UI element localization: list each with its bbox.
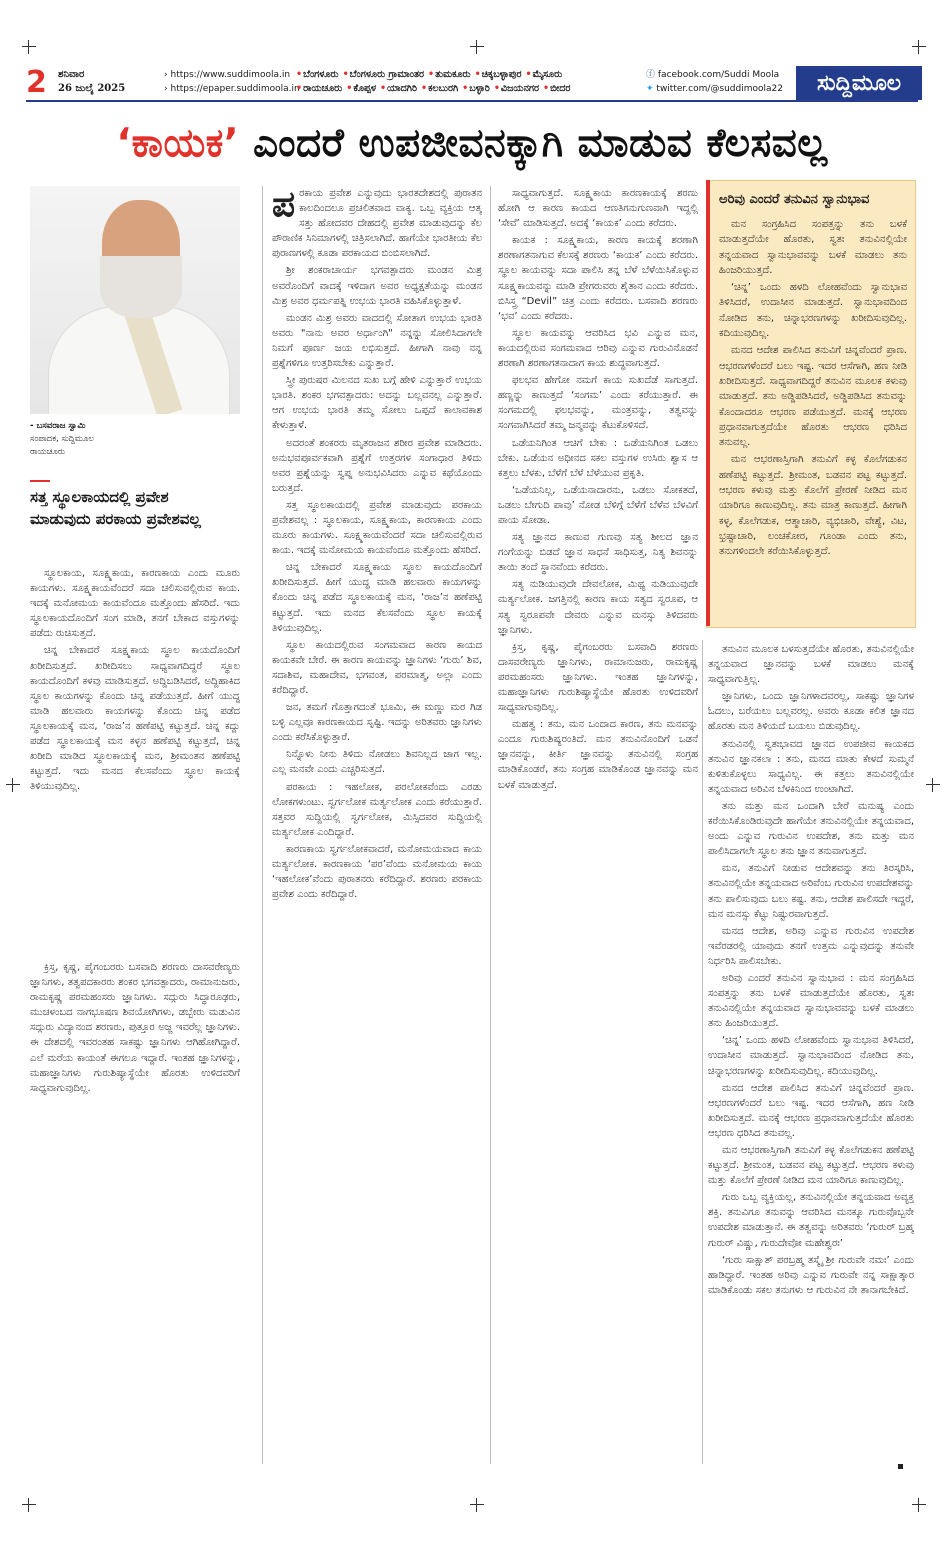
city-link[interactable]: • ಚಿಕ್ಕಬಳ್ಳಾಪುರ xyxy=(475,69,522,80)
article-paragraph: ಫಲಭವ ಹೇಗೋ ನಮಗೆ ಕಾಯ ಸುಖದೆಡೆ ಸಾಗುತ್ತದೆ. ಹಣ್ಣನ್ನು ಕಾಣುತ್ತದೆ ‘ಸಂಗಮ’ ಎಂದು ಕರೆಯುತ್ತಾರೆ. ಈ ಸಂಗಮದಲ್ಲಿ ಫಲಭವನ್ನು, ಮಂತ್ರವನ್ನು, ತತ್ವವನ್ನು ಸಂಗವಾಗಿಸಿದರೆ ತಮ್ಮ ಜನ್ಮವನ್ನು ಕೆಟುಕೊಳಿಸದೆ. xyxy=(498,375,698,432)
facebook-icon: ⓕ xyxy=(646,70,656,80)
article-column-3 xyxy=(498,186,698,1464)
article-paragraph: ಚಿನ್ನ ಬೇಕಾದರೆ ಸೂಕ್ಷ್ಮಕಾಯ ಸ್ಥೂಲ ಕಾಯದೊಂದಿಗೆ ಖರೀದಿಸುತ್ತದೆ. ಖರೀದಿಸಲು ಸಾಧ್ಯವಾಗದಿದ್ದರೆ ಸ್ಥೂಲ ಕಾಯದೊಂದಿಗೆ ಕಳವು ಮಾಡಿಸುತ್ತದೆ. ಅದ್ದಿಬಡಿಸಿದರೆ, ಅದ್ದಿಹಾಕಿದ ಸ್ಥೂಲ ಕಾಯಗಳನ್ನು ಕೊಂದು ಚಿನ್ನ ಪಡೆಯುತ್ತದೆ. ಹೀಗೆ ಯುದ್ಧ ಮಾಡಿ ಹಲವಾರು ಕಾಯಗಳನ್ನು ಕೊಂದು ಚಿನ್ನ ಪಡೆದ ಸ್ಥೂಲಕಾಯಕ್ಕೆ ಮನ, ‘ರಾಜ’ನ ಹಣೆಪಟ್ಟಿ ಕಟ್ಟುತ್ತದೆ. ಚಿನ್ನ ಕದ್ದು ಪಡೆದ ಸ್ಥೂಲಕಾಯಕ್ಕೆ ಮನ ಕಳ್ಳನ ಹಣೆಪಟ್ಟಿ ಕಟ್ಟುತ್ತದೆ, ಚಿನ್ನ ಖರೀದಿ ಮಾಡಿದ ಸ್ಥೂಲಕಾಯಕ್ಕೆ ಮನ, ಶ್ರೀಮಂತನ ಹಣೆಪಟ್ಟಿ ಕಟ್ಟುತ್ತದೆ. ಇದು ಮನದ ಕೆಲಸವೆಂದು ಸ್ಥೂಲ ಕಾಯಕ್ಕೆ ತಿಳಿಯುವುದಿಲ್ಲ. xyxy=(30,645,240,793)
article-paragraph: ಮಂಡನ ಮಿಶ್ರ ಅವರು ವಾದದಲ್ಲಿ ಸೋತಾಗ ಉಭಯ ಭಾರತಿ ಅವರು "ನಾನು ಅವರ ಅರ್ಧಾಂಗಿ" ನನ್ನನ್ನು ಸೋಲಿಸಿದಾಗಲೇ ನಿಮಗೆ ಪೂರ್ಣ ಜಯ ಲಭಿಸುತ್ತದೆ. ಹೀಗಾಗಿ ನಾವು ನನ್ನ ಪ್ರಶ್ನೆಗಳಿಗೂ ಉತ್ತರಿಸಬೇಕು ಎನ್ನುತ್ತಾರೆ. xyxy=(272,312,482,370)
twitter-link[interactable]: twitter.com/@suddimoola22 xyxy=(656,84,783,94)
city-link[interactable]: • ಬೀದರ xyxy=(543,83,570,94)
article-paragraph: ‘ಗುರು ಸಾಕ್ಷಾತ್ ಪರಬ್ರಹ್ಮ ತಸ್ಮೈ ಶ್ರೀ ಗುರುವೇ ನಮಃ’ ಎಂದು ಹಾಡಿದ್ದಾರೆ. ಇಂತಹ ಅರಿವು ಎನ್ನುವ ಗುರುವೇ ನನ್ನ ಸಾಕ್ಷಾತ್ಕಾರ ಮಾಡಿಕೊಂಡು ಸಕಲ ತನುಗಳು ಆ ಗುರುವಿನ ನೇ ತಾನಾಗಬೇಕಿದೆ. xyxy=(708,1254,914,1296)
article-paragraph: ‘ಒಡೆಯನಿಲ್ಲ, ಒಡೆಯನಾದಾರನು, ಒಡಲು ಸೋಕತದೆ, ಒಡಲು ಬೇಗುದಿ ಪಾವು’ ನೋಡ ಬೆಳಿಗ್ಗೆ ಬೆಳೆಗೆ ಬೆಳೆವ ಬೆಳವಿಗೆ ಪಾಯ ಸೋಡಾ. xyxy=(498,484,698,526)
city-link[interactable]: • ಬಳ್ಳಾರಿ xyxy=(462,83,490,94)
newspaper-logo: ಸುದ್ದಿಮೂಲ xyxy=(796,66,922,100)
article-paragraph: ಸತ್ಯ ನುಡಿಯುವುದೇ ದೇವಲೋಕ, ಮಿಥ್ಯ ನುಡಿಯುವುದೇ ಮರ್ತ್ಯಲೋಕ. ಜಗತ್ತಿನಲ್ಲಿ ಕಾರಣ ಕಾಯ ಸತ್ಯದ ಸ್ವರೂಪ, ಆ ಸತ್ಯ ಸ್ವರೂಪವೇ ದೇವರು ಎನ್ನುವ ಮನಸ್ಸು ತಿಳಿದವರು ಜ್ಞಾನಿಗಳು. xyxy=(498,579,698,636)
article-paragraph: ಕಾಯಕ : ಸೂಕ್ಷ್ಮಕಾಯ, ಕಾರಣ ಕಾಯಕ್ಕೆ ಶರಣಾಗಿ ಶರಣಾಗತನಾಗುವ ಕೆಲಸಕ್ಕೆ ಶರಣರು ‘ಕಾಯಕ’ ಎಂದು ಕರೆದರು. ಸ್ಥೂಲ ಕಾಯವನ್ನು ಸದಾ ಪಾಲಿಸಿ ತನ್ನ ಬೆಳೆ ಬೆಳೆಯಿಸಿಕೊಳ್ಳುವ ಸೂಕ್ಷ್ಮಕಾಯವನ್ನು ಮಾಡಿ ಪ್ರೇಗರುವರು ಶೈತಾನ ಎಂದು ಕರೆದರು. ಬಿಸಿಸ್ತ್ರ “Devil” ಚಿತ್ರ ಎಂದು ಕರೆದರು. ಬಸವಾದಿ ಶರಣರು ‘ಭವ’ ಎಂದು ಕರೆದರು. xyxy=(498,235,698,322)
article-paragraph: ಶ್ರೀ ಶಂಕರಾಚಾರ್ಯ ಭಗವತ್ಪಾದರು ಮಂಡನ ಮಿಶ್ರ ಅವರೊಂದಿಗೆ ವಾದಕ್ಕೆ ಇಳಿದಾಗ ಅವರ ಅಧ್ಯಕ್ಷತೆಯನ್ನು ಮಂಡನ ಮಿಶ್ರ ಅವರ ಧರ್ಮಪತ್ನಿ ಉಭಯ ಭಾರತಿ ವಹಿಸಿಕೊಳ್ಳುತ್ತಾಳೆ. xyxy=(272,265,482,307)
issue-date xyxy=(58,68,125,96)
article-paragraph: ಪರಕಾಯ : ಇಹಲೋಕ, ಪರಲೋಕವೆಂದು ಎರಡು ಲೋಕಗಳುಂಟು. ಸ್ವರ್ಗಲೋಕ ಮರ್ತ್ಯಲೋಕ ಎಂದು ಕರೆಯುತ್ತಾರೆ. ಸತ್ತವರ ಸುದ್ದಿಯಲ್ಲಿ ಸ್ವರ್ಗಲೋಕ, ಮಿಸ್ಸಿದವರ ಸುದ್ದಿಯಲ್ಲಿ ಮರ್ತ್ಯಲೋಕ ಎಂದಿದ್ದಾರೆ. xyxy=(272,781,482,838)
photo-beard xyxy=(100,256,182,318)
highlight-paragraph: ಮನ ಆಭರಣಾಸ್ತಿಗಾಗಿ ತನುವಿಗೆ ಕಳ್ಳ ಕೊಲೆಗಡುಕನ ಹಣೆಪಟ್ಟಿ ಕಟ್ಟುತ್ತದೆ. ಶ್ರೀಮಂತ, ಬಡವನ ಪಟ್ಟ ಕಟ್ಟುತ್ತದೆ. ಆಭರಣ ಕಳುವು ಮತ್ತು ಕೊಲೆಗೆ ಪ್ರೇರಣೆ ನೀಡಿದ ಮನ ಯಾರಿಗೂ ಕಾಣುವುದಿಲ್ಲ. ತನು ಮಾತ್ರ ಕಾಣುತ್ತದೆ. ಹೀಗಾಗಿ ಕಳ್ಳ, ಕೊಲೆಗಡುಕ, ಆತ್ಮಾಚಾರಿ, ವ್ಯಭಿಚಾರಿ, ವೇಶ್ಯೆ, ವಿಟ, ಭ್ರಷ್ಟಾಚಾರಿ, ಲಂಚಕೋರ, ಗೂಂಡಾ ಎಂದು ತನು, ತನುಗಳಿಂದಲೇ ಕರೆಯಿಸಿಕೊಳ್ಳುತ್ತದೆ. xyxy=(719,454,907,558)
article-paragraph: ನಿನ್ನೊಳು ನೀನು ತಿಳಿದು ನೋಡಲು ಶಿವನಿಲ್ಲದ ಜಾಗ ಇಲ್ಲ. ಎಲ್ಲ ಮನವೇ ಎಂದು ಎಚ್ಚರಿಸುತ್ತದೆ. xyxy=(272,749,482,776)
highlight-box-stripe xyxy=(706,180,710,626)
column-divider xyxy=(702,640,703,1464)
article-paragraph: ಸ್ಥೂಲ ಕಾಯವನ್ನು ಆವರಿಸಿದ ಭವಿ ಎನ್ನುವ ಮನ, ಕಾಯದಲ್ಲಿರುವ ಸಂಗಮವಾದ ಆರಿವು ಎನ್ನುವ ಗುರುವಿನೊಡನೆ ಶರಣಾಗಿ ಶರಣಾಗತನಾದಾಗ ಕಾಯ ಶುದ್ಧವಾಗುತ್ತದೆ. xyxy=(498,327,698,370)
crop-mark xyxy=(470,1498,484,1512)
twitter-icon: ✦ xyxy=(646,84,654,94)
city-list xyxy=(296,68,666,96)
crop-mark xyxy=(22,1498,36,1512)
article-paragraph: ಸ್ತ್ರೀ ಪುರುಷರ ಮಿಲನದ ಸುಖ ಬಗ್ಗೆ ಹೇಳಿ ಎನ್ನುತ್ತಾರೆ ಉಭಯ ಭಾರತಿ. ಶಂಕರ ಭಗವತ್ಪಾದರು: ಅದನ್ನು ಬಲ್ಲವನಲ್ಲ ಎನ್ನುತ್ತಾರೆ. ಆಗ ಉಭಯ ಭಾರತಿ ತಮ್ಮ ಸೋಲು ಒಪ್ಪದೆ ಕಾಲಾವಕಾಶ ಕೇಳುತ್ತಾಳೆ. xyxy=(272,375,482,432)
headline xyxy=(26,108,918,180)
article-paragraph: ಗುರು ಒಬ್ಬ ವ್ಯಕ್ತಿಯಲ್ಲ, ತನುವಿನಲ್ಲಿಯೇ ತನ್ನಯವಾದ ಅವ್ಯಕ್ತ ಶಕ್ತಿ. ತನುವಿಗೂ ತನುವನ್ನು ಆವರಿಸಿದ ಮನಕ್ಕೂ ಗುರುವೊಬ್ಬನೇ ಉಪದೇಶ ಮಾಡುತ್ತಾನೆ. ಈ ತತ್ವವನ್ನು ಅರಿತವರು ‘ಗುರುರ್ ಬ್ರಹ್ಮ ಗುರುರ್ ವಿಷ್ಣು, ಗುರುದೇವೋ ಮಹೇಶ್ವರಃ’ xyxy=(708,1192,914,1249)
site-url-link[interactable]: https://www.suddimoola.in xyxy=(170,70,291,80)
article-paragraph: ಕ್ರಿಸ್ತ, ಕೃಷ್ಣ, ಪೈಗಂಬರರು ಬಸವಾದಿ ಶರಣರು ದಾಸವರೇಣ್ಯರು ಜ್ಞಾನಿಗಳು, ರಾಮಾನುಜರು, ರಾಮಕೃಷ್ಣ ಪರಮಹಂಸರು ಜ್ಞಾನಿಗಳು. ಇಂತಹ ಜ್ಞಾನಿಗಳನ್ನು, ಮಹಾಜ್ಞಾನಿಗಳು ಗುರುಶಿಷ್ಯಾಸ್ಥೆಯೇ ಹೊರತು ಉಳಿದವರಿಗೆ ಸಾಧ್ಯವಾಗುವುದಿಲ್ಲ. xyxy=(498,641,698,714)
link-arrow-icon: › xyxy=(164,70,168,80)
issue-date-text: 26 ಜುಲೈ 2025 xyxy=(58,83,126,94)
city-link[interactable]: • ತುಮಕೂರು xyxy=(428,69,471,80)
crop-mark xyxy=(22,40,36,54)
end-mark xyxy=(898,1464,903,1469)
highlight-box-title: ಅರಿವು ಎಂದರೆ ತನುವಿನ ಸ್ವಾನುಭಾವ xyxy=(719,192,870,207)
highlight-paragraph: ಮನದ ಆದೇಶ ಪಾಲಿಸಿದ ತನುವಿಗೆ ಚಿನ್ನವೆಂದರೆ ಪ್ರಾಣ. ಆಭರಣಗಳೆಂದರೆ ಬಲು ಇಷ್ಟ. ಇದರ ಆಸೆಗಾಗಿ, ಹಣ ನೀಡಿ ಖರೀದಿಸುತ್ತದೆ. ಸಾಧ್ಯವಾಗದಿದ್ದರೆ ತನುವಿನ ಮೂಲಕ ಕಳುವು ಮಾಡುತ್ತದೆ. ತನು ಅಡ್ಡಿಪಡಿಸಿದರೆ, ಅಡ್ಡಿಪಡಿಸಿದ ತನುವನ್ನು ಕೊಂದಾದರೂ ಆಭರಣ ಪಡೆಯುತ್ತದೆ. ಮನಕ್ಕೆ ಆಭರಣ ಪ್ರಧಾನವಾಗುತ್ತದೆಯೇ ಹೊರತು ಆಭರಣ ಧರಿಸಿದ ತನುವಲ್ಲ. xyxy=(719,345,907,449)
article-paragraph: ‘ಚಿನ್ನ’ ಒಂದು ಹಳದಿ ಲೋಹವೆಂದು ಸ್ವಾನುಭಾವ ತಿಳಿಸಿದರೆ, ಉದಾಸೀನ ಮಾಡುತ್ತದೆ. ಸ್ವಾನುಭಾವದಿಂದ ನೋಡಿದ ತನು, ಚಿನ್ನಾಭರಣಗಳನ್ನು ಖರೀದಿಸುವುದಿಲ್ಲ. ಕದಿಯುವುದಿಲ್ಲ. xyxy=(708,1035,914,1077)
article-paragraph: ಸತ್ತ ಸ್ಥೂಲಕಾಯದಲ್ಲಿ ಪ್ರವೇಶ ಮಾಡುವುದು ಪರಕಾಯ ಪ್ರವೇಶವಲ್ಲ : ಸ್ಥೂಲಕಾಯ, ಸೂಕ್ಷ್ಮಕಾಯ, ಕಾರಣಕಾಯ ಎಂದು ಮೂರು ಕಾಯಗಳು. ಸೂಕ್ಷ್ಮಕಾಯವೆಂದರೆ ಸದಾ ಚಲಿಸುವಲ್ಲಿರುವ ಕಾಯ. ಇದಕ್ಕೆ ಮನೋಮಯ ಕಾಯವೆಂದೂ ಮತ್ತೊಂದು ಹೆಸರಿದೆ. xyxy=(272,499,482,557)
article-paragraph: ಮಹತ್ವ : ತನು, ಮನ ಒಂದಾದ ಕಾರಣ, ತನು ಮನವನ್ನು ಎಂದೂ ಗುರುಶಿಷ್ಯರಂತಿದೆ. ಮನ ತನುವಿನೊಂದಿಗೆ ಒಡನೆ ಜ್ಞಾನವನ್ನು, ಕೀರ್ತಿ ಜ್ಞಾನವನ್ನು ತನುವಿನಲ್ಲಿ ಸಂಗ್ರಹ ಮಾಡಿಕೊಂಡರೆ, ತನು ಸಂಗ್ರಹ ಮಾಡಿಕೊಂಡ ಜ್ಞಾನವನ್ನು ಮನ ಬಳಕೆ ಮಾಡುತ್ತದೆ. xyxy=(498,719,698,791)
article-paragraph: ಪರಕಾಯ ಪ್ರವೇಶ ಎನ್ನುವುದು ಭಾರತದೇಶದಲ್ಲಿ ಪುರಾತನ ಕಾಲದಿಂದಲೂ ಪ್ರಚಲಿತವಾದ ವಾಕ್ಯ. ಒಬ್ಬ ವ್ಯಕ್ತಿಯ ಆತ್ಮ ಸತ್ತು ಹೋದವರ ದೇಹದಲ್ಲಿ ಪ್ರವೇಶ ಮಾಡುವುದನ್ನು ಕೆಲ ಪೌರಾಣಿಕ ಸಿನಿಮಾಗಳಲ್ಲಿ ಚಿತ್ರಿಸಲಾಗಿದೆ. ಹಾಗೆಯೇ ಭಾರತೀಯ ಕೆಲ ಪುರಾಣಗಳಲ್ಲಿ ಕೂಡಾ ಪರಕಾಯದ ಬಿಂಬಿಸಲಾಗಿದೆ. xyxy=(272,186,482,260)
article-paragraph: ತನು ಮತ್ತು ಮನ ಒಂದಾಗಿ ಬೇರೆ ಮನುಷ್ಯ ಎಂದು ಕರೆಯಿಸಿಕೊಂಡಿರುವುದೇ ಹಾಗೆಯೇ ತನುವಿನಲ್ಲಿಯೇ ತನ್ನಯವಾದ, ಅಂದು ಎನ್ನುವ ಗುರುವಿನ ಉಪದೇಶ, ತನು ಮತ್ತು ಮನ ಪಾಲಿಸಿದಾಗಲೇ ಸ್ಥೂಲ ತನು ಜ್ಞಾನ ತನುವಾಗುತ್ತದೆ. xyxy=(708,800,914,858)
side-heading xyxy=(30,480,230,530)
social-links xyxy=(646,68,783,96)
author-caption xyxy=(30,420,240,459)
side-heading-dash xyxy=(30,480,50,482)
masthead-rule xyxy=(26,100,918,102)
author-photo xyxy=(30,186,240,414)
article-paragraph: ಒಡೆಯನಿಗಿಂತ ಆಚಿಗೆ ಬೇಕು : ಒಡೆಯನಿಗಿಂತ ಒಡಲು ಬೇಕು. ಒಡೆಯನ ಅಧೀನದ ಸಕಲ ವಸ್ತುಗಳ ಉಸಿರು ಶ್ವಾಸ ಆ ಕತ್ತಲು ಬೆಳಕು, ಬೆಳೆಗೆ ಬೆಳೆ ಬೆಳೆಯುವ ಪ್ರಕೃತಿ. xyxy=(498,437,698,479)
article-paragraph: ತನುವಿನ ಮೂಲಕ ಬಳಸುತ್ತದೆಯೇ ಹೊರತು, ತನುವಿನಲ್ಲಿಯೇ ತನ್ನಯವಾದ ಜ್ಞಾನವನ್ನು ಬಳಕೆ ಮಾಡಲು ಮನಕ್ಕೆ ಸಾಧ್ಯವಾಗುತ್ತಿಲ್ಲ. xyxy=(708,644,914,686)
headline-text: ಎಂದರೆ ಉಪಜೀವನಕ್ಕಾಗಿ ಮಾಡುವ ಕೆಲಸವಲ್ಲ xyxy=(253,121,828,166)
city-link[interactable]: • ಕೊಪ್ಪಳ xyxy=(346,83,376,94)
article-column-2 xyxy=(272,186,482,1464)
article-paragraph: ಕ್ರಿಸ್ತ, ಕೃಷ್ಣ, ಪೈಗಂಬರರು ಬಸವಾದಿ ಶರಣರು ದಾಸವರೇಣ್ಯರು ಜ್ಞಾನಿಗಳು, ತತ್ವಪದಕಾರರು ಶಂಕರ ಭಗವತ್ಪಾದರು, ರಾಮಾನುಜರು, ರಾಮಕೃಷ್ಣ ಪರಮಹಂಸರು ಜ್ಞಾನಿಗಳು. ಸದ್ಗುರು ಸಿದ್ಧಾರೂಢರು, ಮುಚಳಂಬದ ನಾಗಭೂಷಣ ಶಿವಯೋಗಿಗಳು, ಡಬ್ಬೇರು ಮಡುವಿನ ಸದ್ಗುರು ವಿದ್ಯಾನಂದ ಶರಣರು, ಪುತ್ತೂರ ಅಜ್ಜ ಇವರೆಲ್ಲ ಜ್ಞಾನಿಗಳು. ಈ ದೇಶದಲ್ಲಿ ಇವರಂತಹ ಸಾಕಷ್ಟು ಜ್ಞಾನಿಗಳು ಆಗಿಹೋಗಿದ್ದಾರೆ. ಎಲೆ ಮರೆಯ ಕಾಯಂತೆ ಈಗಲೂ ಇದ್ದಾರೆ. ಇಂತಹ ಜ್ಞಾನಿಗಳನ್ನು, ಮಹಾಜ್ಞಾನಿಗಳು ಗುರುಶಿಷ್ಯಾಸ್ಥೆಯೇ ಹೊರತು ಉಳಿದವರಿಗೆ ಸಾಧ್ಯವಾಗುವುದಿಲ್ಲ. xyxy=(30,962,240,1094)
article-paragraph: ಮನ, ತನುವಿಗೆ ನೀಡುವ ಆದೇಶವನ್ನು ತನು ತಿರಸ್ಕರಿಸಿ, ತನುವಿನಲ್ಲಿಯೇ ತನ್ನಯವಾದ ಅರಿವೆಂಬ ಗುರುವಿನ ಉಪದೇಶವನ್ನು ತನು ಪಾಲಿಸುವುದು ಬಲು ಕಷ್ಟ. ತನು, ಆದೇಶ ಪಾಲಿಸದೇ ಇದ್ದರೆ, ಮನ ಮನಸ್ಸು ಕೆಟ್ಟು ನಿಷ್ಟುರವಾಗುತ್ತದೆ. xyxy=(708,863,914,920)
article-paragraph: ಮನ ಆಭರಣಾಸ್ತಿಗಾಗಿ ತನುವಿಗೆ ಕಳ್ಳ ಕೊಲೆಗಡುಕನ ಹಣೆಪಟ್ಟಿ ಕಟ್ಟುತ್ತದೆ. ಶ್ರೀಮಂತ, ಬಡವನ ಪಟ್ಟ ಕಟ್ಟುತ್ತದೆ. ಆಭರಣ ಕಳುವು ಮತ್ತು ಕೊಲೆಗೆ ಪ್ರೇರಣೆ ನೀಡಿದ ಮನ ಯಾರಿಗೂ ಕಾಣುವುದಿಲ್ಲ. xyxy=(708,1145,914,1187)
crop-mark xyxy=(912,1498,926,1512)
highlight-box-text xyxy=(719,217,907,597)
article-column-4 xyxy=(708,642,914,1464)
highlight-paragraph: ‘ಚಿನ್ನ’ ಒಂದು ಹಳದಿ ಲೋಹವೆಂದು ಸ್ವಾನುಭಾವ ತಿಳಿಸಿದರೆ, ಉದಾಸೀನ ಮಾಡುತ್ತದೆ. ಸ್ವಾನುಭಾವದಿಂದ ನೋಡಿದ ತನು, ಚಿನ್ನಾಭರಣಗಳನ್ನು ಖರೀದಿಸುವುದಿಲ್ಲ. ಕದಿಯುವುದಿಲ್ಲ. xyxy=(719,282,907,340)
article-paragraph: ಮನದ ಆದೇಶ, ಅರಿವು ಎನ್ನುವ ಗುರುವಿನ ಉಪದೇಶ ಇವೆರಡರಲ್ಲಿ ಯಾವುದು ತನಗೆ ಉತ್ತಮ ಎನ್ನುವುದನ್ನು ತನುವೇ ನಿರ್ಧರಿಸಿ ಪಾಲಿಸಬೇಕು. xyxy=(708,925,914,967)
article-paragraph: ಸ್ಥೂಲ ಕಾಯದಲ್ಲಿರುವ ಸಂಗಮವಾದ ಕಾರಣ ಕಾಯದ ಕಾಯಕವೇ ಬೇರೆ. ಈ ಕಾರಣ ಕಾಯವನ್ನು ಜ್ಞಾನಿಗಳು ‘ಗುರು’ ಶಿವ, ಸದಾಶಿವ, ಮಹಾದೇವ, ಭಗವಂತ, ಪರಮಾತ್ಮ, ಅಲ್ಲಾ ಎಂದು ಕರೆದಿದ್ದಾರೆ. xyxy=(272,639,482,696)
city-link[interactable]: • ಕಲಬುರಗಿ xyxy=(421,83,458,94)
crop-mark xyxy=(470,40,484,54)
headline-quoted-word: ‘ಕಾಯಕ’ xyxy=(116,121,240,166)
facebook-link[interactable]: facebook.com/Suddi Moola xyxy=(657,70,780,80)
article-paragraph: ಕಾರಣಕಾಯ ಸ್ವರ್ಗಲೋಕವಾದರೆ, ಮನೋಮಯವಾದ ಕಾಯ ಮರ್ತ್ಯಲೋಕ. ಕಾರಣಕಾಯ ‘ಪರ’ವೆಂದು ಮನೋಮಯ ಕಾಯ ‘ಇಹಲೋಕ’ವೆಂದು ಪುರಾತನರು ಕರೆದಿದ್ದಾರೆ. ಶರಣರು ಪರಕಾಯ ಪ್ರವೇಶ ಎಂದು ಕರೆದಿದ್ದಾರೆ. xyxy=(272,843,482,901)
side-heading-text: ಸತ್ತ ಸ್ಥೂಲಕಾಯದಲ್ಲಿ ಪ್ರವೇಶ ಮಾಡುವುದು ಪರಕಾಯ ಪ್ರವೇಶವಲ್ಲ xyxy=(30,488,201,528)
article-paragraph: ಅರಿವು ಎಂದರೆ ತನುವಿನ ಸ್ವಾನುಭಾವ : ಮನ ಸಂಗ್ರಹಿಸಿದ ಸಂಪತ್ತನ್ನು ತನು ಬಳಕೆ ಮಾಡುತ್ತದೆಯೇ ಹೊರತು, ಸ್ವತಃ ತನುವಿನಲ್ಲಿಯೇ ತನ್ನಯವಾದ ಸ್ವಾನುಭಾವವನ್ನು ಬಳಕೆ ಮಾಡಲು ತನು ಹಿಂಜರಿಯುತ್ತದೆ. xyxy=(708,972,914,1030)
masthead xyxy=(26,66,918,104)
page-number: 2 xyxy=(26,65,47,100)
author-role: ಸಂಪಾದಕ, ಸುದ್ದಿಮೂಲ xyxy=(30,434,94,444)
city-link[interactable]: • ಮೈಸೂರು xyxy=(526,69,563,80)
article-paragraph: ಸತ್ಯ ಜ್ಞಾನದ ಕಾಣುವ ಗುಣವು ಸತ್ಯ ಶೀಲದ ಜ್ಞಾನ ಗಂಗೆಯನ್ನು ಬಿಡದೆ ಜ್ಞಾನ ಸಾಧನೆ ಸಾಧಿಸುತ್ತ, ನಿತ್ಯ ಶಿವನನ್ನು ತಾಯಿ ತಂದೆ ಸ್ಥಾನವೆಂದು ಕರೆದರು. xyxy=(498,532,698,574)
article-paragraph: ಜನ, ತಮಗೆ ಗೊತ್ತಾಗದಂತೆ ಭೂಮಿ, ಈ ಮಣ್ಣು ಮರ ಗಿಡ ಬಳ್ಳಿ ಎಲ್ಲವೂ ಕಾರಣಕಾಯದ ಸೃಷ್ಟಿ. ಇದನ್ನು ಅರಿತವರು ಜ್ಞಾನಿಗಳು ಎಂದು ಕರೆಸಿಕೊಳ್ಳುತ್ತಾರೆ. xyxy=(272,702,482,744)
highlight-box xyxy=(706,180,916,628)
article-column-1-top xyxy=(30,566,240,856)
link-arrow-icon: › xyxy=(164,84,168,94)
article-paragraph: ಸಾಧ್ಯವಾಗುತ್ತದೆ. ಸೂಕ್ಷ್ಮಕಾಯ ಕಾರಣಕಾಯಕ್ಕೆ ಶರಣು ಹೋಗಿ ಆ ಕಾರಣ ಕಾಯದ ಆಣತಿಗನುಗುಣವಾಗಿ ಇದ್ದಲ್ಲಿ ‘ಸೇವೆ’ ಮಾಡಿಸುತ್ತದೆ. ಅದಕ್ಕೆ ‘ಕಾಯಕ’ ಎಂದು ಕರೆದರು. xyxy=(498,188,698,230)
crop-mark xyxy=(926,778,940,792)
city-link[interactable]: • ಬೆಂಗಳೂರು xyxy=(296,69,339,80)
article-paragraph: ಮನದ ಆದೇಶ ಪಾಲಿಸಿದ ತನುವಿಗೆ ಚಿನ್ನವೆಂದರೆ ಪ್ರಾಣ. ಆಭರಣಗಳೆಂದರೆ ಬಲು ಇಷ್ಟ. ಇದರ ಆಸೆಗಾಗಿ, ಹಣ ನೀಡಿ ಖರೀದಿಸುತ್ತದೆ. ಮನಕ್ಕೆ ಆಭರಣ ಪ್ರಧಾನವಾಗುತ್ತದೆಯೇ ಹೊರತು ಆಭರಣ ಧರಿಸಿದ ತನುವಲ್ಲ. xyxy=(708,1082,914,1139)
issue-day: ಶನಿವಾರ xyxy=(58,69,85,80)
article-column-1-bottom xyxy=(30,960,240,1160)
site-links xyxy=(164,68,300,96)
article-paragraph: ಚಿನ್ನ ಬೇಕಾದರೆ ಸೂಕ್ಷ್ಮಕಾಯ ಸ್ಥೂಲ ಕಾಯದೊಂದಿಗೆ ಖರೀದಿಸುತ್ತದೆ. ಹೀಗೆ ಯುದ್ಧ ಮಾಡಿ ಹಲವಾರು ಕಾಯಗಳನ್ನು ಕೊಂದು ಚಿನ್ನ ಪಡೆದ ಸ್ಥೂಲಕಾಯಕ್ಕೆ ಮನ, ‘ರಾಜ’ನ ಹಣೆಪಟ್ಟಿ ಕಟ್ಟುತ್ತದೆ. ಇದು ಮನದ ಕೆಲಸವೆಂದು ಸ್ಥೂಲ ಕಾಯಕ್ಕೆ ತಿಳಿಯುವುದಿಲ್ಲ. xyxy=(272,562,482,634)
highlight-paragraph: ಮನ ಸಂಗ್ರಹಿಸಿದ ಸಂಪತ್ತನ್ನು ತನು ಬಳಕೆ ಮಾಡುತ್ತದೆಯೇ ಹೊರತು, ಸ್ವತಃ ತನುವಿನಲ್ಲಿಯೇ ತನ್ನಯವಾದ ಸ್ವಾನುಭಾವವನ್ನು ಬಳಕೆ ಮಾಡಲು ತನು ಹಿಂಜರಿಯುತ್ತದೆ. xyxy=(719,219,907,276)
drop-cap: ಪ xyxy=(272,186,296,225)
article-paragraph: ಸ್ಥೂಲಕಾಯ, ಸೂಕ್ಷ್ಮಕಾಯ, ಕಾರಣಕಾಯ ಎಂದು ಮೂರು ಕಾಯಗಳು. ಸೂಕ್ಷ್ಮಕಾಯವೆಂದರೆ ಸದಾ ಚಲಿಸುವಲ್ಲಿರುವ ಕಾಯ. ಇದಕ್ಕೆ ಮನೋಮಯ ಕಾಯವೆಂದೂ ಮತ್ತೊಂದು ಹೆಸರಿದೆ. ಇದು ಸ್ಥೂಲಕಾಯದೊಂದಿಗೆ ಸಂಗ ಮಾಡಿ, ತನಗೆ ಬೇಕಾದ ವಸ್ತುಗಳನ್ನು ಪಡೆದು ರುಚಿಸುತ್ತದೆ. xyxy=(30,568,240,640)
city-link[interactable]: • ರಾಯಚೂರು xyxy=(296,83,342,94)
city-link[interactable]: • ವಿಜಯನಗರ xyxy=(494,83,539,94)
city-link[interactable]: • ಯಾದಗಿರಿ xyxy=(380,83,417,94)
article-paragraph: ತನುವಿನಲ್ಲಿ ಸ್ವತಃಭಾವದ ಜ್ಞಾನದ ಉಪಜೀವ ಕಾಯಕದ ತನುವಿನ ಜ್ಞಾನಕಲಾ : ತನು, ಮನದ ಮಾತು ಕೇಳದೆ ಸುಮ್ಮನೆ ಕುಳಿತುಕೊಳ್ಳಲು ಸಾಧ್ಯವಿಲ್ಲ. ಈ ಕತ್ತಲು ತನುವಿನಲ್ಲಿಯೇ ತನ್ನಯವಾದ ಅರಿವಿನ ಬೆಳಕಿನಿಂದ ಉಂಟಾಗಿದೆ. xyxy=(708,738,914,795)
crop-mark xyxy=(6,778,20,792)
author-name: - ಬಸವರಾಜ ಸ್ವಾಮಿ xyxy=(30,421,86,431)
article-paragraph: ಅದರಂತೆ ಶಂಕರರು ಮೃತರಾಜನ ಶರೀರ ಪ್ರವೇಶ ಮಾಡಿದರು. ಅನುಭವಪೂರ್ವಕವಾಗಿ ಪ್ರಶ್ನೆಗೆ ಉತ್ತರಗಳ ಸಂಗಾಧಾರ ತಿಳಿದು ಅವರ ಪ್ರಶ್ನೆಯನ್ನು ಸ್ವಪ್ನ ಅನುಭವಿಸಿದರು ಎನ್ನುವ ಕಥೆಯೊಂದು ಬರುತ್ತದೆ. xyxy=(272,437,482,494)
article-paragraph: ಜ್ಞಾನಿಗಳು, ಒಂದು ಜ್ಞಾನಿಗಳಾದವರಲ್ಲ, ಸಾಕಷ್ಟು ಜ್ಞಾನಿಗಳ ಓದಲು, ಬರೆಯಲು ಬಲ್ಲವರಲ್ಲ. ಅವರು ಕೂಡಾ ಕಲಿತ ಜ್ಞಾನದ ಹೊರತು ಮನ ತಿಳಿಯದೆ ಬಯಲು ಬಿಡುವುದಿಲ್ಲ. xyxy=(708,691,914,733)
crop-mark xyxy=(912,40,926,54)
column-divider xyxy=(262,186,263,1464)
city-link[interactable]: • ಬೆಂಗಳೂರು ಗ್ರಾಮಾಂತರ xyxy=(343,69,424,80)
column-divider xyxy=(490,186,491,1464)
author-place: ರಾಯಚೂರು xyxy=(30,447,66,457)
epaper-url-link[interactable]: https://epaper.suddimoola.in xyxy=(170,84,300,94)
